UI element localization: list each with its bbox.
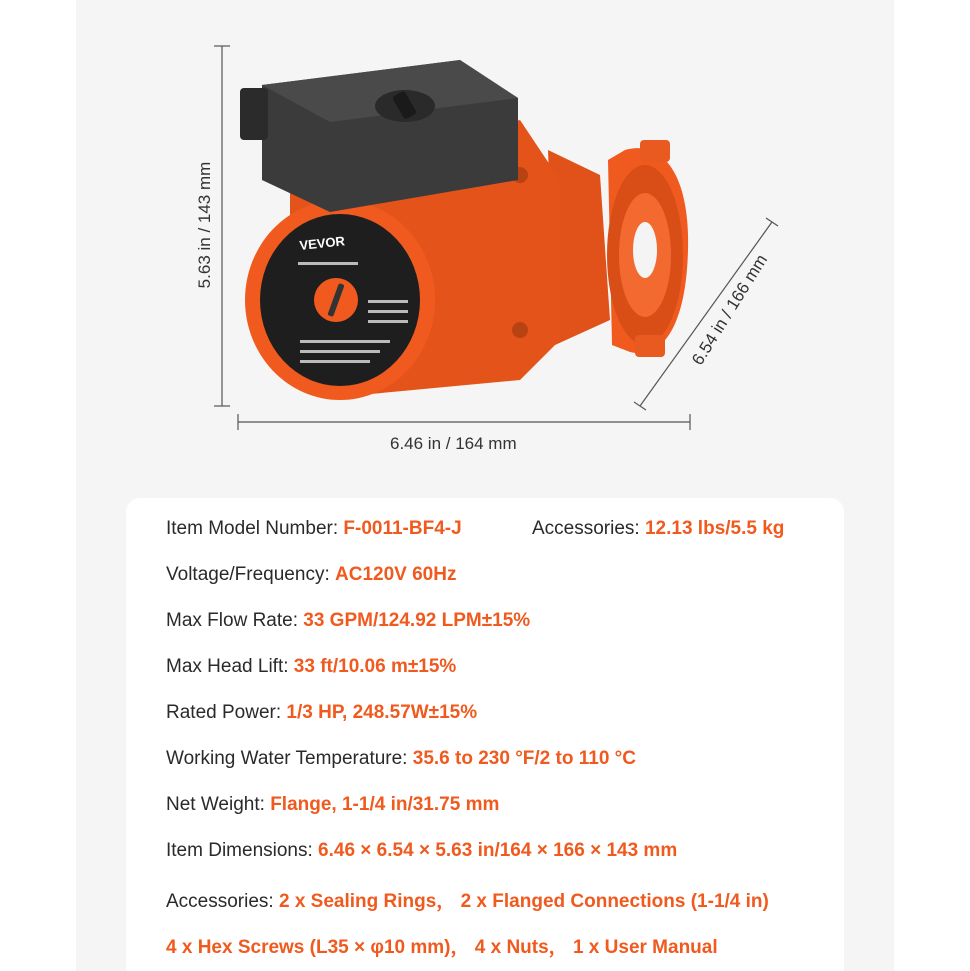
spec-row-net-weight bbox=[166, 794, 499, 816]
spec-value: 12.13 lbs/5.5 kg bbox=[644, 518, 785, 539]
width-dimension-label: 6.46 in / 164 mm bbox=[390, 434, 517, 453]
spec-value: 6.46 × 6.54 × 5.63 in/164 × 166 × 143 mm bbox=[318, 840, 678, 861]
specifications-card bbox=[126, 498, 844, 971]
spec-label: Item Model Number: bbox=[166, 518, 344, 539]
spec-label: Net Weight: bbox=[166, 794, 271, 815]
height-dimension-label: 5.63 in / 143 mm bbox=[195, 161, 214, 289]
depth-dimension-label: 6.54 in / 166 mm bbox=[687, 251, 772, 369]
spec-label: Accessories: bbox=[166, 891, 279, 912]
spec-row-dimensions bbox=[166, 840, 677, 862]
spec-value: F-0011-BF4-J bbox=[343, 518, 462, 539]
spec-value: 1/3 HP, 248.57W±15% bbox=[286, 702, 478, 723]
spec-label: Voltage/Frequency: bbox=[166, 564, 335, 585]
spec-row-model bbox=[166, 518, 462, 540]
pump-illustration bbox=[0, 0, 970, 470]
spec-row-accessories-cont bbox=[166, 932, 718, 959]
spec-label: Max Head Lift: bbox=[166, 656, 294, 677]
spec-label: Item Dimensions: bbox=[166, 840, 319, 861]
pump-flange bbox=[548, 140, 688, 357]
spec-row-power bbox=[166, 702, 477, 724]
spec-label: Working Water Temperature: bbox=[166, 748, 413, 769]
spec-row-accessories bbox=[166, 886, 769, 913]
spec-value: 4 x Hex Screws (L35 × φ10 mm)， 4 x Nuts， 1 x User Manual bbox=[166, 937, 718, 958]
spec-label: Rated Power: bbox=[166, 702, 287, 723]
spec-value: 2 x Sealing Rings， 2 x Flanged Connections (1-1/4 in) bbox=[278, 891, 769, 912]
spec-value: 33 GPM/124.92 LPM±15% bbox=[303, 610, 531, 631]
spec-label: Accessories: bbox=[532, 518, 645, 539]
spec-value: 33 ft/10.06 m±15% bbox=[293, 656, 457, 677]
height-dimension-line bbox=[214, 46, 230, 406]
spec-row-temperature bbox=[166, 748, 636, 770]
spec-value: Flange, 1-1/4 in/31.75 mm bbox=[270, 794, 500, 815]
spec-label: Max Flow Rate: bbox=[166, 610, 304, 631]
spec-value: 35.6 to 230 °F/2 to 110 °C bbox=[412, 748, 636, 769]
spec-value: AC120V 60Hz bbox=[335, 564, 457, 585]
spec-row-flow-rate bbox=[166, 610, 530, 632]
brand-logo: VEVOR bbox=[298, 233, 346, 253]
spec-row-weight bbox=[532, 518, 784, 540]
spec-row-head-lift bbox=[166, 656, 456, 678]
spec-row-voltage bbox=[166, 564, 456, 586]
width-dimension-line bbox=[238, 414, 690, 430]
